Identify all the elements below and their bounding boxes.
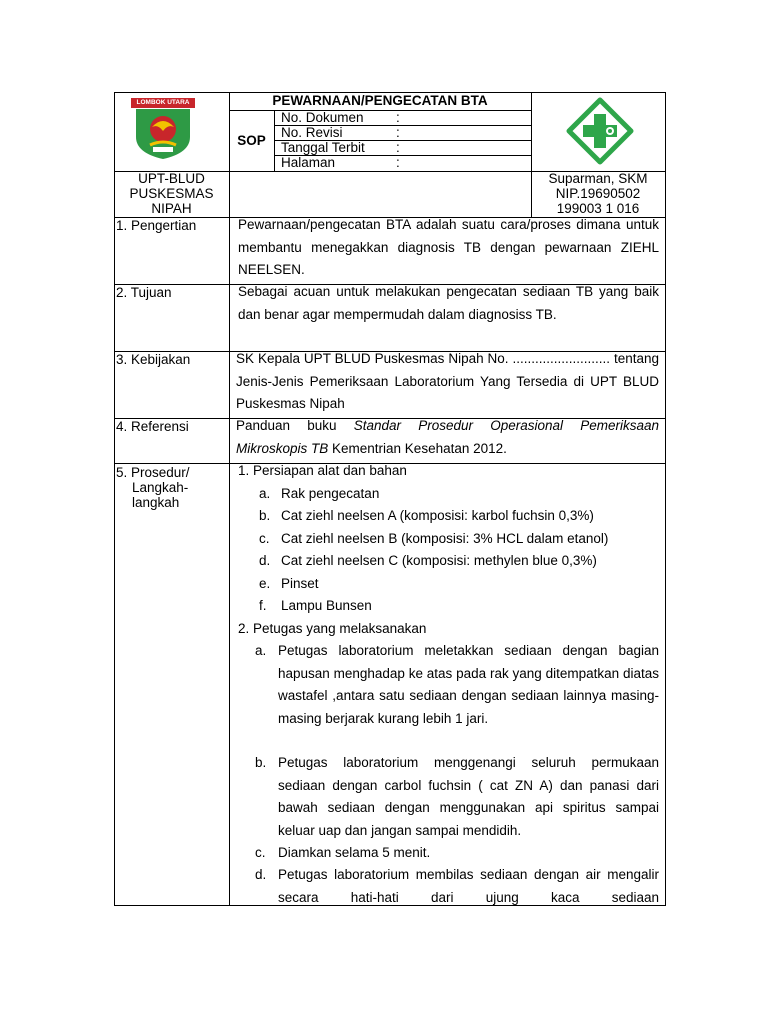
puskesmas-logo — [566, 97, 634, 165]
section-text-referensi — [236, 415, 659, 460]
list-item: Petugas laboratorium menggenangi seluruh permukaan sediaan dengan carbol fuchsin ( cat ZN A) dan panasi dari bawah sediaan dengan menggunakan api spiritus sampai keluar uap dan jangan sampai mendidih. — [278, 755, 659, 838]
org-line: PUSKESMAS — [129, 186, 214, 201]
section-label-pengertian: 1. Pengertian — [116, 218, 197, 233]
meta-label-halaman: Halaman — [281, 155, 336, 170]
list-marker: d. — [259, 553, 271, 568]
list-item: Cat ziehl neelsen A (komposisi: karbol fuchsin 0,3%) — [281, 508, 594, 523]
prosedur-label-line: langkah — [132, 495, 180, 510]
section-label-tujuan: 2. Tujuan — [116, 285, 172, 300]
meta-label-tanggal-terbit: Tanggal Terbit — [281, 140, 365, 155]
list-marker: c. — [259, 531, 270, 546]
list-item: Rak pengecatan — [281, 486, 380, 501]
step-1-title: 1. Persiapan alat dan bahan — [238, 463, 407, 478]
meta-colon: : — [396, 110, 400, 125]
org-line: UPT-BLUD — [138, 171, 205, 186]
list-item: Cat ziehl neelsen C (komposisi: methylen blue 0,3%) — [281, 553, 597, 568]
section-text-tujuan: Sebagai acuan untuk melakukan pengecatan sediaan TB yang baik dan benar agar mempermudah dalam diagnosiss TB. — [238, 284, 659, 322]
health-cross-icon — [566, 97, 634, 165]
list-item: Diamkan selama 5 menit. — [278, 845, 431, 860]
list-marker: d. — [255, 867, 267, 882]
list-item: Petugas laboratorium meletakkan sediaan dengan bagian hapusan menghadap ke atas pada rak yang ditempatkan diatas wastafel ,antara satu sediaan dengan sediaan lainnya masing-masing berjarak kurang lebih 1 jari. — [278, 643, 659, 726]
sop-label: SOP — [237, 133, 266, 148]
meta-label-no-revisi: No. Revisi — [281, 125, 343, 140]
section-label-referensi: 4. Referensi — [116, 419, 189, 434]
list-marker: f. — [259, 598, 267, 613]
section-text-kebijakan: SK Kepala UPT BLUD Puskesmas Nipah No. .......................... tentang Jenis-Jenis Pemeriksaan Laboratorium Yang Tersedia di UPT BLUD Puskesmas Nipah — [236, 351, 659, 411]
section-label-kebijakan: 3. Kebijakan — [116, 352, 191, 367]
prosedur-label-line: Langkah- — [132, 480, 189, 495]
org-line: NIPAH — [151, 201, 192, 216]
step-2-title: 2. Petugas yang melaksanakan — [238, 621, 427, 636]
list-item: Lampu Bunsen — [281, 598, 372, 613]
meta-colon: : — [396, 125, 400, 140]
list-marker: b. — [255, 755, 267, 770]
prosedur-label-line: 5. Prosedur/ — [116, 465, 190, 480]
meta-label-no-dokumen: No. Dokumen — [281, 110, 364, 125]
section-text-pengertian: Pewarnaan/pengecatan BTA adalah suatu cara/proses dimana untuk membantu menegakkan diagnosis TB dengan pewarnaan ZIEHL NEELSEN. — [238, 217, 659, 277]
list-marker: b. — [259, 508, 271, 523]
signer-nip-cont: 199003 1 016 — [556, 201, 640, 216]
signer-name: Suparman, SKM — [548, 171, 648, 186]
document-title: PEWARNAAN/PENGECATAN BTA — [272, 93, 488, 108]
list-marker: c. — [255, 845, 266, 860]
referensi-post: Kementrian Kesehatan 2012. — [328, 440, 507, 456]
list-marker: e. — [259, 576, 271, 591]
lombok-utara-logo — [130, 97, 196, 161]
referensi-pre: Panduan buku — [236, 418, 354, 433]
list-marker: a. — [255, 643, 267, 658]
referensi-book-title: Standar Prosedur Operasional Pemeriksaan Mikroskopis TB — [236, 418, 659, 456]
list-marker: a. — [259, 486, 271, 501]
list-item: Petugas laboratorium membilas sediaan dengan air mengalir secara hati-hati dari ujung kaca sediaan — [278, 867, 659, 905]
meta-colon: : — [396, 155, 400, 170]
list-item: Pinset — [281, 576, 319, 591]
logo-text: LOMBOK UTARA — [136, 99, 190, 106]
signer-nip: NIP.19690502 — [555, 186, 641, 201]
meta-colon: : — [396, 140, 400, 155]
list-item: Cat ziehl neelsen B (komposisi: 3% HCL dalam etanol) — [281, 531, 609, 546]
